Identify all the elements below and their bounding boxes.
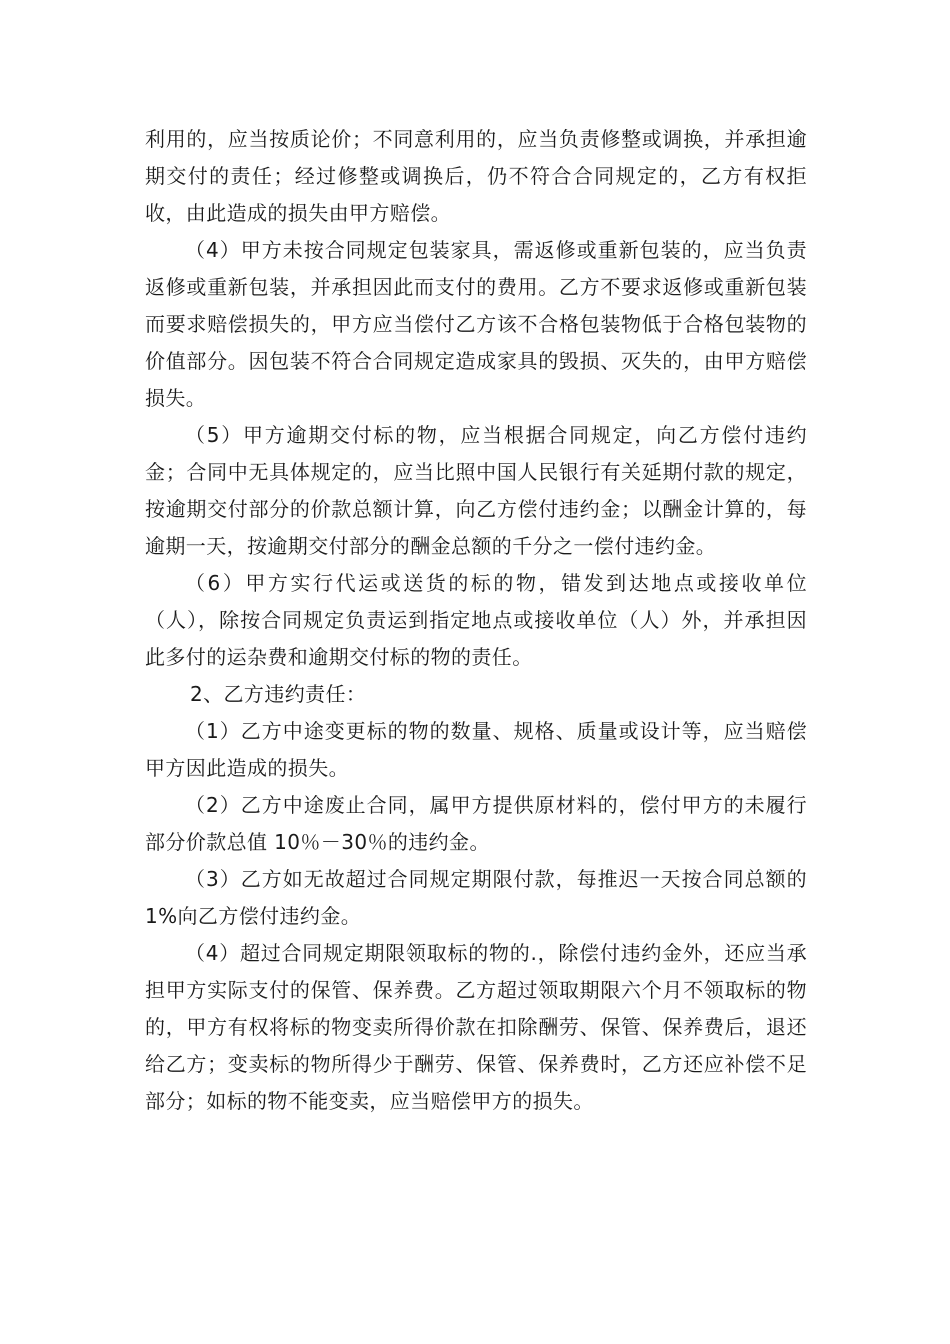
section-heading-party-b-liability: 2、乙方违约责任： [190, 682, 367, 706]
paragraph-b-item-2: （2）乙方中途废止合同，属甲方提供原材料的，偿付甲方的未履行部分价款总值 10％－30％的违约金。 [145, 793, 807, 854]
paragraph-continuation: 利用的，应当按质论价；不同意利用的，应当负责修整或调换，并承担逾期交付的责任；经过修整或调换后，仍不符合合同规定的，乙方有权拒收，由此造成的损失由甲方赔偿。 [145, 127, 807, 225]
paragraph-b-item-1: （1）乙方中途变更标的物的数量、规格、质量或设计等，应当赔偿甲方因此造成的损失。 [145, 719, 807, 780]
paragraph-item-5-late-delivery: （5）甲方逾期交付标的物，应当根据合同规定，向乙方偿付违约金；合同中无具体规定的，应当比照中国人民银行有关延期付款的规定，按逾期交付部分的价款总额计算，向乙方偿付违约金；以酬金计算的，每逾期一天，按逾期交付部分的酬金总额的千分之一偿付违约金。 [145, 423, 807, 558]
paragraph-item-4-packaging: （4）甲方未按合同规定包装家具，需返修或重新包装的，应当负责返修或重新包装，并承担因此而支付的费用。乙方不要求返修或重新包装而要求赔偿损失的，甲方应当偿付乙方该不合格包装物低于合格包装物的价值部分。因包装不符合合同规定造成家具的毁损、灭失的，由甲方赔偿损失。 [145, 238, 807, 410]
paragraph-item-6-misdelivery: （6）甲方实行代运或送货的标的物，错发到达地点或接收单位（人），除按合同规定负责运到指定地点或接收单位（人）外，并承担因此多付的运杂费和逾期交付标的物的责任。 [145, 571, 807, 669]
document-body [145, 121, 807, 1120]
paragraph-b-item-3: （3）乙方如无故超过合同规定期限付款，每推迟一天按合同总额的 1%向乙方偿付违约金。 [145, 867, 807, 928]
paragraph-b-item-4: （4）超过合同规定期限领取标的物的.，除偿付违约金外，还应当承担甲方实际支付的保管、保养费。乙方超过领取期限六个月不领取标的物的，甲方有权将标的物变卖所得价款在扣除酬劳、保管、保养费后，退还给乙方；变卖标的物所得少于酬劳、保管、保养费时，乙方还应补偿不足部分；如标的物不能变卖，应当赔偿甲方的损失。 [145, 941, 807, 1113]
